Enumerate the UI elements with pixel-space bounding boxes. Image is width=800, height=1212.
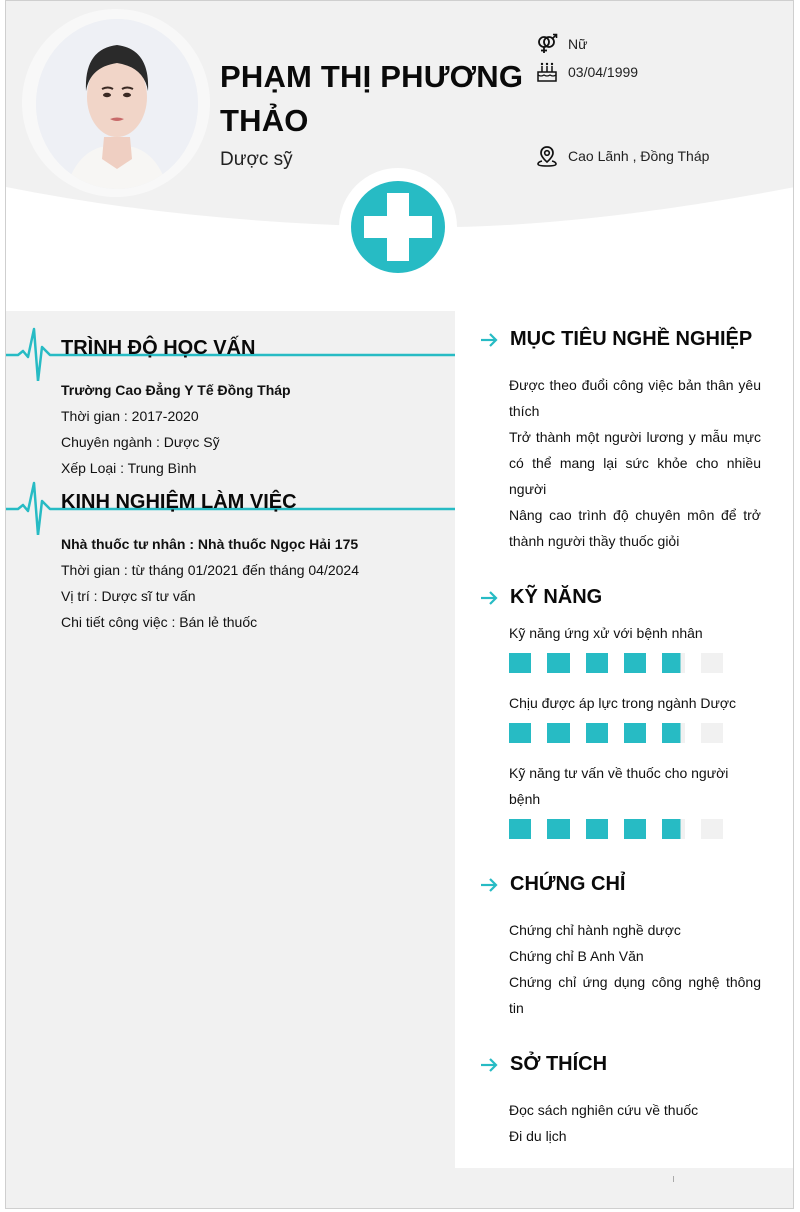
- location-value: Cao Lãnh , Đồng Tháp: [568, 148, 710, 164]
- arrow-right-icon: [479, 875, 499, 895]
- education-grade: Xếp Loại : Trung Bình: [61, 460, 197, 476]
- experience-position: Vị trí : Dược sĩ tư vấn: [61, 588, 196, 604]
- location-info: [536, 145, 709, 167]
- skill-rating-bar: [509, 819, 739, 839]
- map-pin-icon: [536, 145, 558, 167]
- experience-period: Thời gian : từ tháng 01/2021 đến tháng 04/2024: [61, 562, 360, 578]
- arrow-right-icon: [479, 330, 499, 350]
- birthday-cake-icon: [536, 61, 558, 83]
- gender-value: Nữ: [568, 36, 588, 52]
- arrow-right-icon: [479, 1055, 499, 1075]
- experience-employer: Nhà thuốc tư nhân : Nhà thuốc Ngọc Hải 175: [61, 536, 359, 552]
- arrow-right-icon: [479, 588, 499, 608]
- dob-value: 03/04/1999: [568, 64, 639, 80]
- hobbies-heading: SỞ THÍCH: [510, 1053, 608, 1075]
- candidate-name: PHẠM THỊ PHƯƠNG THẢO: [220, 59, 524, 138]
- objective-heading: MỤC TIÊU NGHỀ NGHIỆP: [510, 328, 753, 350]
- skill-rating-bar: [509, 653, 739, 673]
- medical-cross-icon: [351, 181, 445, 273]
- skill-rating-bar: [509, 723, 739, 743]
- education-major: Chuyên ngành : Dược Sỹ: [61, 434, 220, 450]
- page-marker: [673, 1176, 674, 1182]
- avatar: [36, 19, 198, 189]
- cv-page: [5, 0, 794, 1209]
- hobby-item: Đi du lịch: [509, 1128, 567, 1144]
- education-heading: TRÌNH ĐỘ HỌC VẤN: [61, 337, 256, 359]
- skill-label: Kỹ năng tư vấn về thuốc cho người bệnh: [509, 765, 729, 807]
- certificate-item: Chứng chỉ B Anh Văn: [509, 948, 644, 964]
- left-column: [6, 311, 455, 1209]
- skill-label: Chịu được áp lực trong ngành Dược: [509, 695, 737, 711]
- gender-info: [536, 33, 587, 55]
- certificate-item: Chứng chỉ ứng dụng công nghệ thông tin: [509, 974, 761, 1016]
- right-column: [455, 311, 794, 1168]
- education-period: Thời gian : 2017-2020: [61, 408, 199, 424]
- education-school: Trường Cao Đẳng Y Tế Đồng Tháp: [61, 382, 291, 398]
- portrait-photo: [36, 19, 198, 189]
- objective-item: Trở thành một người lương y mẫu mực có thể mang lại sức khỏe cho nhiều người: [509, 429, 761, 497]
- gender-icon: [536, 33, 558, 55]
- certificate-item: Chứng chỉ hành nghề dược: [509, 922, 681, 938]
- experience-heading: KINH NGHIỆM LÀM VIỆC: [61, 491, 297, 513]
- candidate-job-title: Dược sỹ: [220, 149, 293, 170]
- certificates-heading: CHỨNG CHỈ: [510, 873, 626, 895]
- dob-info: [536, 61, 638, 83]
- objective-item: Nâng cao trình độ chuyên môn để trở thành người thầy thuốc giỏi: [509, 507, 761, 549]
- skill-label: Kỹ năng ứng xử với bệnh nhân: [509, 625, 703, 641]
- objective-item: Được theo đuổi công việc bản thân yêu thích: [509, 377, 761, 419]
- experience-details: Chi tiết công việc : Bán lẻ thuốc: [61, 614, 258, 630]
- hobby-item: Đọc sách nghiên cứu về thuốc: [509, 1102, 699, 1118]
- skills-heading: KỸ NĂNG: [510, 586, 603, 608]
